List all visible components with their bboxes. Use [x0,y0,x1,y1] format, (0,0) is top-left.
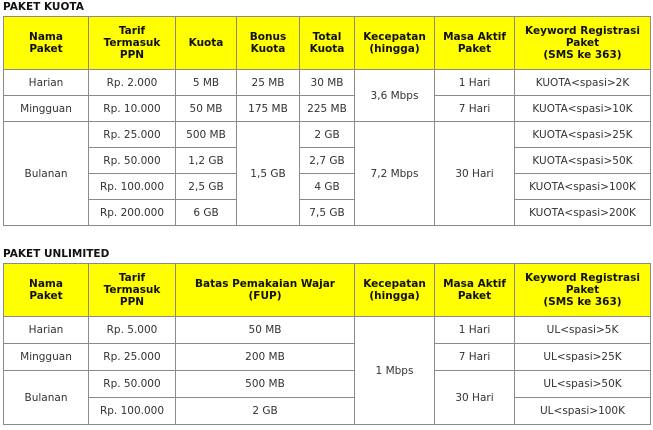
paket-kuota-title: PAKET KUOTA [3,1,84,13]
col-keyword: Keyword Registrasi Paket (SMS ke 363) [515,17,651,70]
col-bonus-kuota: Bonus Kuota [237,17,300,70]
cell-masa: 1 Hari [435,317,515,344]
col-tarif: Tarif Termasuk PPN [89,17,176,70]
table-row [4,96,651,122]
cell-masa: 30 Hari [435,122,515,226]
table-row [4,148,651,174]
table-header-row [4,264,651,317]
cell-keyword: KUOTA<spasi>50K [515,148,651,174]
cell-masa: 1 Hari [435,70,515,96]
table-row [4,317,651,344]
col-masa-aktif: Masa Aktif Paket [435,17,515,70]
col-keyword: Keyword Registrasi Paket (SMS ke 363) [515,264,651,317]
cell-kuota: 5 MB [176,70,237,96]
cell-fup: 200 MB [176,344,355,371]
col-fup: Batas Pemakaian Wajar (FUP) [176,264,355,317]
cell-kecepatan: 7,2 Mbps [355,122,435,226]
col-nama-paket: Nama Paket [4,264,89,317]
table-row [4,200,651,226]
cell-total: 4 GB [300,174,355,200]
table-header-row [4,17,651,70]
cell-keyword: KUOTA<spasi>200K [515,200,651,226]
cell-bonus: 1,5 GB [237,122,300,226]
col-total-kuota: Total Kuota [300,17,355,70]
cell-total: 2 GB [300,122,355,148]
cell-keyword: KUOTA<spasi>100K [515,174,651,200]
cell-keyword: KUOTA<spasi>2K [515,70,651,96]
cell-keyword: KUOTA<spasi>25K [515,122,651,148]
table-row [4,174,651,200]
cell-total: 2,7 GB [300,148,355,174]
cell-tarif: Rp. 50.000 [89,148,176,174]
col-kecepatan: Kecepatan (hingga) [355,17,435,70]
cell-tarif: Rp. 25.000 [89,122,176,148]
col-kuota: Kuota [176,17,237,70]
cell-masa: 7 Hari [435,96,515,122]
cell-bonus: 175 MB [237,96,300,122]
col-masa-aktif: Masa Aktif Paket [435,264,515,317]
table-row [4,398,651,425]
cell-total: 7,5 GB [300,200,355,226]
paket-unlimited-title: PAKET UNLIMITED [3,248,110,260]
cell-kuota: 500 MB [176,122,237,148]
col-nama-paket: Nama Paket [4,17,89,70]
cell-fup: 2 GB [176,398,355,425]
cell-kuota: 1,2 GB [176,148,237,174]
cell-kuota: 2,5 GB [176,174,237,200]
table-row [4,122,651,148]
cell-nama: Harian [4,70,89,96]
table-row [4,344,651,371]
paket-unlimited-table [3,263,651,425]
cell-bonus: 25 MB [237,70,300,96]
cell-kecepatan: 1 Mbps [355,317,435,425]
cell-total: 30 MB [300,70,355,96]
cell-nama: Bulanan [4,122,89,226]
paket-kuota-table [3,16,651,226]
cell-keyword: KUOTA<spasi>10K [515,96,651,122]
cell-kuota: 6 GB [176,200,237,226]
cell-nama: Harian [4,317,89,344]
cell-keyword: UL<spasi>100K [515,398,651,425]
table-row [4,371,651,398]
cell-tarif: Rp. 10.000 [89,96,176,122]
cell-tarif: Rp. 100.000 [89,398,176,425]
cell-masa: 7 Hari [435,344,515,371]
cell-tarif: Rp. 50.000 [89,371,176,398]
cell-tarif: Rp. 2.000 [89,70,176,96]
cell-keyword: UL<spasi>50K [515,371,651,398]
col-tarif: Tarif Termasuk PPN [89,264,176,317]
cell-kecepatan: 3,6 Mbps [355,70,435,122]
cell-tarif: Rp. 5.000 [89,317,176,344]
cell-nama: Bulanan [4,371,89,425]
cell-kuota: 50 MB [176,96,237,122]
cell-total: 225 MB [300,96,355,122]
cell-nama: Mingguan [4,96,89,122]
cell-tarif: Rp. 200.000 [89,200,176,226]
cell-keyword: UL<spasi>25K [515,344,651,371]
table-row [4,70,651,96]
col-kecepatan: Kecepatan (hingga) [355,264,435,317]
cell-tarif: Rp. 25.000 [89,344,176,371]
cell-keyword: UL<spasi>5K [515,317,651,344]
cell-fup: 50 MB [176,317,355,344]
cell-nama: Mingguan [4,344,89,371]
cell-fup: 500 MB [176,371,355,398]
cell-masa: 30 Hari [435,371,515,425]
cell-tarif: Rp. 100.000 [89,174,176,200]
